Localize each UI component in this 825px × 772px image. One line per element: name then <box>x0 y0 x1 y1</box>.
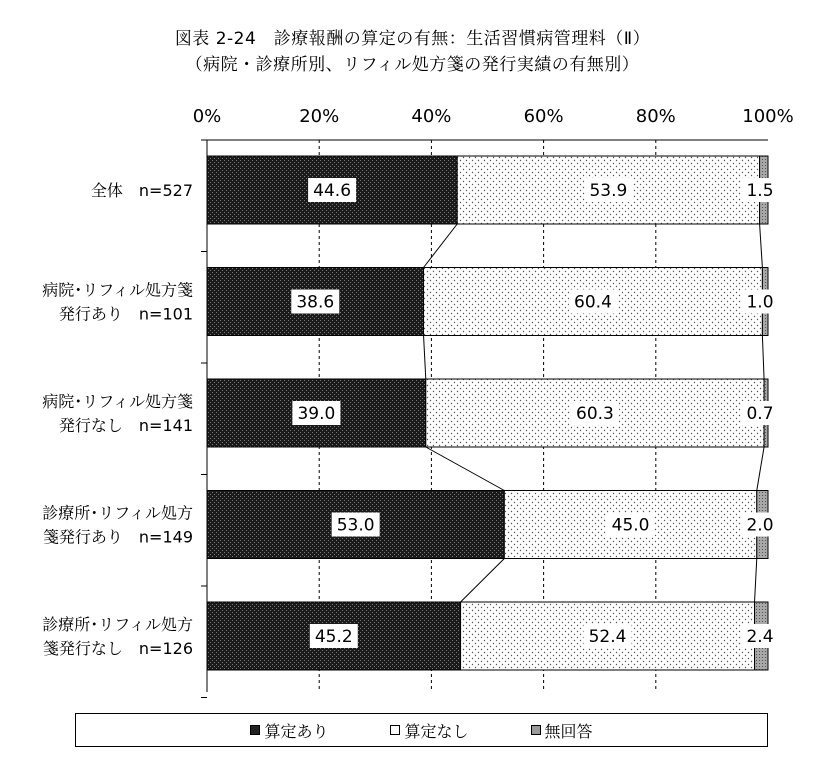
category-label: 診療所･リフィル処方 <box>42 615 193 634</box>
data-label: 44.6 <box>313 181 352 201</box>
data-label: 1.0 <box>746 292 774 313</box>
legend <box>75 713 768 747</box>
data-label: 45.2 <box>314 627 353 647</box>
x-tick-label: 0% <box>192 106 222 127</box>
x-tick-label: 40% <box>411 106 452 127</box>
series-connector-line <box>424 224 458 268</box>
data-label: 2.4 <box>746 627 774 647</box>
category-label: 診療所･リフィル処方 <box>42 503 193 523</box>
legend-swatch-dark <box>250 725 260 735</box>
data-label: 53.9 <box>589 181 628 201</box>
legend-label: 算定あり <box>264 721 329 741</box>
data-label: 60.3 <box>576 404 614 424</box>
category-label: 発行なし n=141 <box>58 416 193 435</box>
x-tick-label: 60% <box>523 106 564 127</box>
category-label: 病院･リフィル処方箋 <box>42 280 193 300</box>
category-label: 病院･リフィル処方箋 <box>42 392 193 411</box>
legend-label: 算定なし <box>404 721 469 741</box>
data-label: 60.4 <box>574 292 612 313</box>
data-label: 45.0 <box>611 515 650 536</box>
category-label: 箋発行あり n=149 <box>42 527 193 547</box>
category-label: 全体 n=527 <box>90 181 193 200</box>
x-tick-label: 80% <box>635 106 676 127</box>
chart-subtitle: （病院・診療所別、リフィル処方箋の発行実績の有無別） <box>185 55 640 75</box>
category-label: 発行あり n=101 <box>58 304 193 324</box>
series-connector-line <box>424 336 426 380</box>
legend-item-mukaito <box>531 719 593 742</box>
series-connector-line <box>760 224 763 268</box>
data-label: 39.0 <box>297 404 336 424</box>
series-connector-line <box>755 559 757 603</box>
category-label: 箋発行なし n=126 <box>42 639 193 658</box>
series-connector-line <box>762 336 764 380</box>
data-label: 1.5 <box>746 181 774 201</box>
legend-item-santei-nashi <box>390 719 468 742</box>
legend-item-santei-ari <box>250 719 328 742</box>
series-connector-line <box>757 447 764 491</box>
legend-swatch-gray <box>531 725 541 735</box>
x-tick-label: 20% <box>299 106 340 127</box>
chart-title: 図表 2-24 診療報酬の算定の有無：生活習慣病管理料（Ⅱ） <box>174 29 651 49</box>
data-label: 38.6 <box>296 292 335 313</box>
data-label: 0.7 <box>746 404 774 424</box>
series-connector-line <box>426 447 505 491</box>
x-tick-label: 100% <box>742 106 794 127</box>
data-label: 53.0 <box>336 515 375 536</box>
legend-label: 無回答 <box>544 721 593 741</box>
data-label: 52.4 <box>588 627 627 647</box>
data-label: 2.0 <box>746 515 774 536</box>
series-connector-line <box>461 559 505 603</box>
legend-swatch-white <box>390 725 400 735</box>
